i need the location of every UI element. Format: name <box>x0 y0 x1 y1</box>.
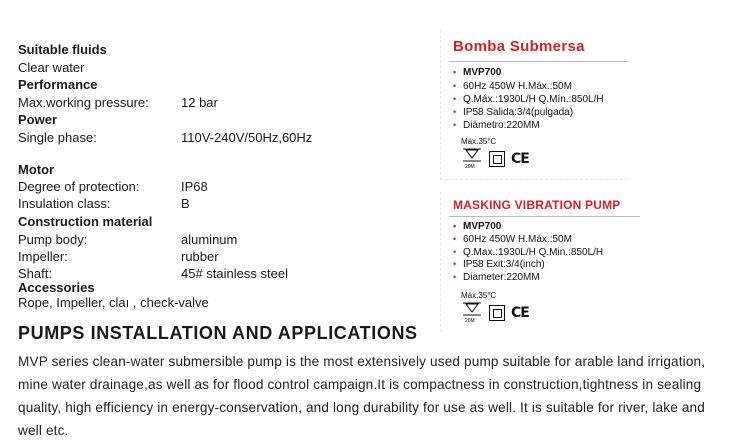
pump-body-label: Pump body: <box>18 232 88 247</box>
label-spec-line: • 60Hz 450W H.Máx.:50M <box>453 81 572 92</box>
label-model-line: • MVP700 <box>453 67 502 78</box>
impeller-value: rubber <box>181 249 219 264</box>
shaft-value: 45# stainless steel <box>181 266 288 281</box>
product-label-spanish <box>440 30 628 180</box>
construction-heading: Construction material <box>18 214 153 229</box>
single-phase-value: 110V-240V/50Hz,60Hz <box>181 130 313 145</box>
insulation-label: Insulation class: <box>18 196 111 211</box>
label-spec-line: • Diámetro:220MM <box>453 120 540 131</box>
max-temp-label: Máx.35°C <box>461 291 497 300</box>
label-model-line: • MVP700 <box>453 221 502 232</box>
label-spec-line: • 60Hz 450W H.Máx.:50M <box>453 234 572 245</box>
protection-label: Degree of protection: <box>18 179 140 194</box>
accessories-value: Rope, Impeller, claı , check-valve <box>18 295 209 310</box>
label-spec-line: • Q.Máx.:1930L/H Q.Mín.:850L/H <box>453 94 604 105</box>
label-spec-line: • Diameter:220MM <box>453 272 540 283</box>
pump-body-value: aluminum <box>181 232 238 247</box>
certification-icons <box>461 148 529 170</box>
power-heading: Power <box>18 112 58 127</box>
product-label-english <box>440 192 640 332</box>
max-pressure-value: 12 bar <box>181 95 218 110</box>
performance-heading: Performance <box>18 77 98 92</box>
motor-heading: Motor <box>18 162 55 177</box>
impeller-label: Impeller: <box>18 249 68 264</box>
section-title: PUMPS INSTALLATION AND APPLICATIONS <box>18 323 418 343</box>
max-pressure-label: Max.working pressure: <box>18 95 149 110</box>
certification-icons <box>461 302 529 324</box>
single-phase-label: Single phase: <box>18 130 97 145</box>
double-insulation-icon <box>489 305 505 321</box>
label-spec-line: • IP58 Exit:3/4(inch) <box>453 259 545 270</box>
depth-icon: 20M <box>461 302 483 324</box>
label-spec-line: • IP58 Salida:3/4(pulgada) <box>453 107 574 118</box>
label-title-spanish: Bomba Submersa <box>453 38 585 55</box>
description-paragraph: MVP series clean-water submersible pump is the most extensively used pump suitable for arable land irrigation, mine water drainage,as well as for flood control campaign.It is compactness in construction,tightness in sealing quality, high efficiency in energy-conservation, and long durability for use as well. It is suitable for river, lake and well etc. <box>18 354 706 438</box>
insulation-value: B <box>181 196 190 211</box>
label-divider <box>449 216 640 217</box>
shaft-label: Shaft: <box>18 266 52 281</box>
ce-mark-icon: CE <box>511 305 529 321</box>
protection-value: IP68 <box>181 179 208 194</box>
label-divider <box>449 61 628 62</box>
ce-mark-icon: CE <box>511 151 529 167</box>
label-spec-line: • Q.Max.:1930L/H Q.Min.:850L/H <box>453 247 604 258</box>
double-insulation-icon <box>489 151 505 167</box>
depth-icon: 20M <box>461 148 483 170</box>
suitable-fluids-value: Clear water <box>18 60 85 75</box>
max-temp-label: Máx.35°C <box>461 137 497 146</box>
suitable-fluids-heading: Suitable fluids <box>18 42 107 57</box>
accessories-heading: Accessories <box>18 280 95 295</box>
label-title-english: MASKING VIBRATION PUMP <box>453 198 621 212</box>
